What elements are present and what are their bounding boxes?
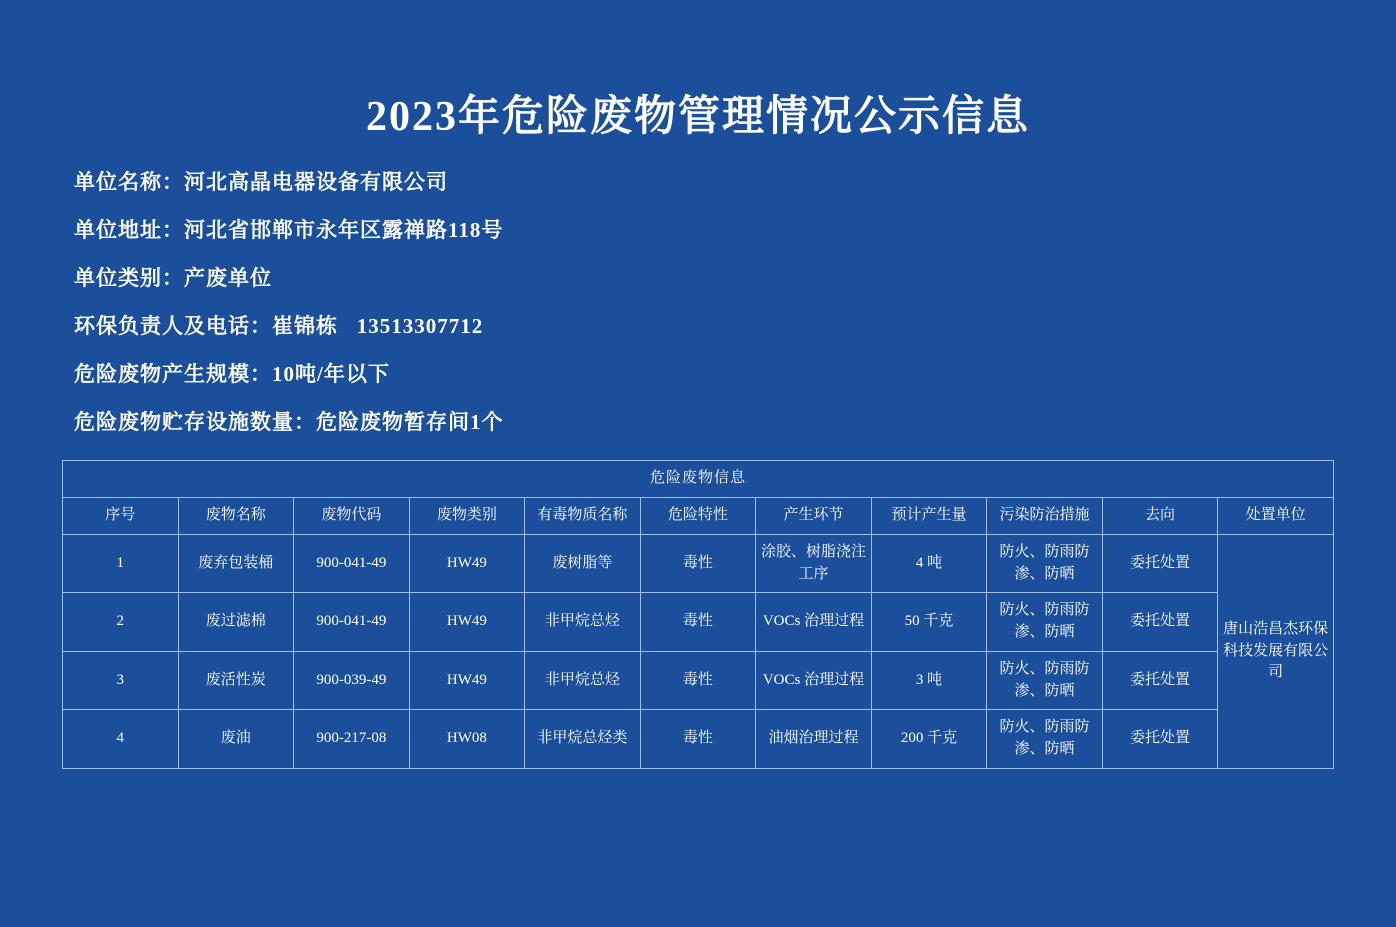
- meta-line-storage-facilities: [74, 412, 1336, 433]
- cell-hazard-property: 毒性: [640, 710, 756, 769]
- column-header-waste-name: 废物名称: [178, 498, 294, 535]
- cell-pollution-measure: 防火、防雨防渗、防晒: [987, 710, 1103, 769]
- column-header-toxic-substance: 有毒物质名称: [525, 498, 641, 535]
- cell-destination: 委托处置: [1102, 593, 1218, 652]
- cell-waste-category: HW49: [409, 593, 525, 652]
- column-header-destination: 去向: [1102, 498, 1218, 535]
- cell-disposal-unit: 唐山浩昌杰环保科技发展有限公司: [1218, 534, 1334, 768]
- cell-generation-stage: VOCs 治理过程: [756, 593, 872, 652]
- table-row: [63, 710, 1334, 769]
- table-row: [63, 593, 1334, 652]
- cell-generation-stage: VOCs 治理过程: [756, 651, 872, 710]
- cell-estimated-amount: 3 吨: [871, 651, 987, 710]
- cell-destination: 委托处置: [1102, 651, 1218, 710]
- cell-estimated-amount: 4 吨: [871, 534, 987, 593]
- meta-value-company-address: 河北省邯郸市永年区露禅路118号: [184, 218, 504, 243]
- cell-pollution-measure: 防火、防雨防渗、防晒: [987, 534, 1103, 593]
- table-header-row: [63, 498, 1334, 535]
- cell-no: 1: [63, 534, 179, 593]
- column-header-no: 序号: [63, 498, 179, 535]
- cell-waste-code: 900-041-49: [294, 593, 410, 652]
- cell-waste-code: 900-041-49: [294, 534, 410, 593]
- cell-waste-name: 废过滤棉: [178, 593, 294, 652]
- meta-line-contact: [74, 316, 1336, 337]
- table-caption-row: [63, 461, 1334, 498]
- cell-no: 3: [63, 651, 179, 710]
- meta-label-waste-scale: 危险废物产生规模：: [74, 362, 272, 387]
- cell-waste-code: 900-217-08: [294, 710, 410, 769]
- meta-line-company-category: [74, 268, 1336, 289]
- cell-waste-category: HW49: [409, 651, 525, 710]
- cell-pollution-measure: 防火、防雨防渗、防晒: [987, 651, 1103, 710]
- table-caption: 危险废物信息: [63, 461, 1334, 498]
- column-header-generation-stage: 产生环节: [756, 498, 872, 535]
- cell-destination: 委托处置: [1102, 710, 1218, 769]
- meta-label-company-category: 单位类别：: [74, 266, 184, 291]
- cell-pollution-measure: 防火、防雨防渗、防晒: [987, 593, 1103, 652]
- meta-label-storage-facilities: 危险废物贮存设施数量：: [74, 410, 316, 435]
- cell-waste-name: 废油: [178, 710, 294, 769]
- meta-line-waste-scale: [74, 364, 1336, 385]
- column-header-hazard-property: 危险特性: [640, 498, 756, 535]
- hazardous-waste-table: [62, 460, 1334, 769]
- cell-hazard-property: 毒性: [640, 593, 756, 652]
- meta-label-company-address: 单位地址：: [74, 218, 184, 243]
- meta-value-company-category: 产废单位: [184, 266, 272, 291]
- cell-waste-category: HW08: [409, 710, 525, 769]
- meta-value-company-name: 河北高晶电器设备有限公司: [184, 170, 448, 195]
- cell-generation-stage: 油烟治理过程: [756, 710, 872, 769]
- cell-hazard-property: 毒性: [640, 651, 756, 710]
- cell-toxic-substance: 非甲烷总烃类: [525, 710, 641, 769]
- cell-waste-code: 900-039-49: [294, 651, 410, 710]
- column-header-disposal-unit: 处置单位: [1218, 498, 1334, 535]
- cell-no: 2: [63, 593, 179, 652]
- table-row: [63, 534, 1334, 593]
- cell-toxic-substance: 非甲烷总烃: [525, 651, 641, 710]
- meta-line-company-address: [74, 220, 1336, 241]
- meta-value-storage-facilities: 危险废物暂存间1个: [316, 410, 504, 435]
- page-title: 2023年危险废物管理情况公示信息: [365, 94, 1030, 140]
- meta-value-contact: 崔锦栋 13513307712: [272, 314, 484, 339]
- column-header-waste-category: 废物类别: [409, 498, 525, 535]
- meta-label-contact: 环保负责人及电话：: [74, 314, 272, 339]
- column-header-estimated-amount: 预计产生量: [871, 498, 987, 535]
- meta-label-company-name: 单位名称：: [74, 170, 184, 195]
- column-header-pollution-measure: 污染防治措施: [987, 498, 1103, 535]
- company-meta-block: [60, 172, 1336, 433]
- table-row: [63, 651, 1334, 710]
- meta-value-waste-scale: 10吨/年以下: [272, 362, 390, 387]
- cell-toxic-substance: 非甲烷总烃: [525, 593, 641, 652]
- cell-waste-category: HW49: [409, 534, 525, 593]
- cell-toxic-substance: 废树脂等: [525, 534, 641, 593]
- cell-generation-stage: 涂胶、树脂浇注工序: [756, 534, 872, 593]
- cell-hazard-property: 毒性: [640, 534, 756, 593]
- cell-waste-name: 废活性炭: [178, 651, 294, 710]
- cell-estimated-amount: 50 千克: [871, 593, 987, 652]
- cell-estimated-amount: 200 千克: [871, 710, 987, 769]
- cell-destination: 委托处置: [1102, 534, 1218, 593]
- cell-no: 4: [63, 710, 179, 769]
- meta-line-company-name: [74, 172, 1336, 193]
- column-header-waste-code: 废物代码: [294, 498, 410, 535]
- cell-waste-name: 废弃包装桶: [178, 534, 294, 593]
